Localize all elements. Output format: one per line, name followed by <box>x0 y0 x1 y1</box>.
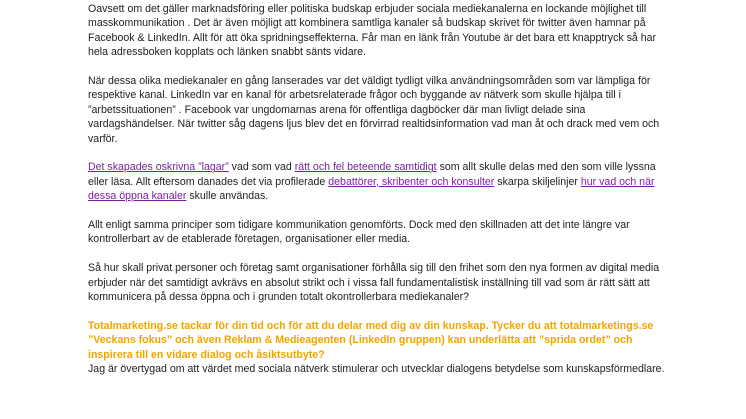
link-unwritten-laws[interactable]: Det skapades oskrivna ”lagar” <box>88 161 229 174</box>
paragraph-thanks: Totalmarketing.se tackar för din tid och för att du delar med dig av din kunskap. Tycker du att totalmarketings.se ”Veckans fokus” och även Reklam & Medieagenten (LinkedIn gruppen) kan underlätta att ”sprida ordet” och inspirera till en vidare dialog och åsiktsutbyte? <box>88 319 654 361</box>
link-debaters-writers-consultants[interactable]: debattörer, skribenter och konsulter <box>328 175 495 188</box>
paragraph-rules <box>88 160 666 203</box>
paragraph-channels: När dessa olika mediekanaler en gång lanserades var det väldigt tydligt vilka användningsområden som var lämpliga för respektive kanal. LinkedIn var en kanal för arbetsrelaterade frågor och byggande av nätverk som skulle hjälpa till i ”arbetssituationen” . Facebook var ungdomarnas arena för offentliga dagböcker där man livligt delade sina vardagshändelser. När twitter såg dagens ljus blev det en förvirrad realtidsinformation vad man åt och drack med vem och varför. <box>88 75 660 145</box>
link-right-wrong-behaviour[interactable]: rätt och fel beteende samtidigt <box>294 161 437 174</box>
text-segment: skarpa skiljelinjer <box>494 175 581 188</box>
paragraph-conclusion: Jag är övertygad om att värdet med sociala nätverk stimulerar och utvecklar dialogens betydelse som kunskapsförmedlare. <box>88 363 665 376</box>
paragraph-principles: Allt enligt samma principer som tidigare kommunikation genomförts. Dock med den skillnaden att det inte längre var kontrollerbart av de etablerade företagen, organisationer eller media. <box>88 219 630 246</box>
text-segment: vad som vad <box>228 161 295 174</box>
paragraph-question: Så hur skall privat personer och företag samt organisationer förhålla sig till den frihet som den nya formen av digital media erbjuder när det samtidigt avkrävs en absolut strikt och i vissa fall fundamentalistisk inställning till vad som är rätt sätt att kommunicera på dessa öppna och i grunden totalt okontrollerbara mediekanaler? <box>88 262 660 304</box>
text-segment: skulle användas. <box>186 190 269 203</box>
link-how-what-when[interactable]: hur vad och när dessa öppna kanaler <box>88 175 655 203</box>
text-segment: som allt skulle delas med den som ville lyssna eller läsa. Allt eftersom danades det via profilerade <box>88 161 656 188</box>
paragraph-intro: Oavsett om det gäller marknadsföring eller politiska budskap erbjuder sociala mediekanalerna en lockande möjlighet till masskommunikation . Det är även möjligt att kombinera samtliga kanaler så budskap skrivet för twitter även hamnar på Facebook & LinkedIn. Allt för att öka spridningseffekterna. Får man en länk från Youtube är det bara ett knapptryck så har hela adressboken kopplats och länken snabbt sänts vidare. <box>88 3 657 59</box>
document-body <box>88 2 666 391</box>
